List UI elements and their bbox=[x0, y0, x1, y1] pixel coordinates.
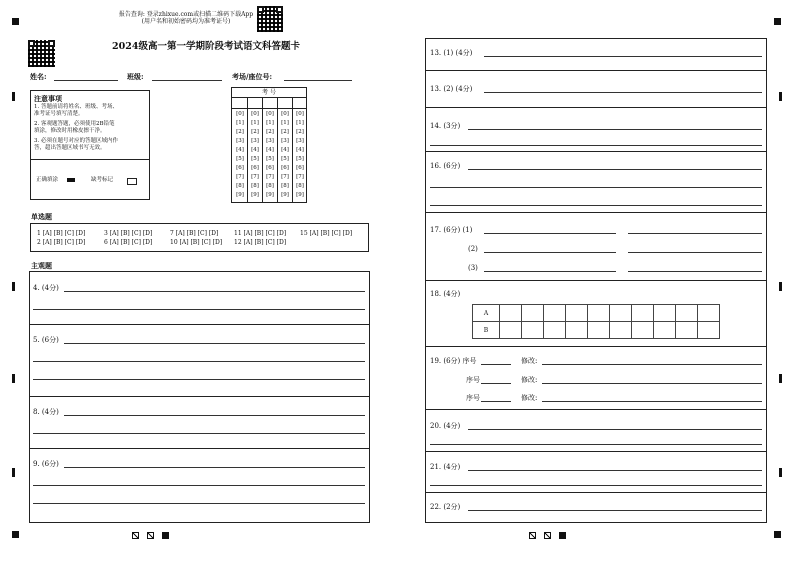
answer-line[interactable] bbox=[484, 233, 616, 234]
section-divider bbox=[30, 396, 369, 397]
question-22-label: 22. (2分) bbox=[430, 503, 461, 511]
notice-item: 2. 客观题答题，必须使用2B铅笔填涂，修改时用橡皮擦干净。 bbox=[34, 121, 115, 134]
answer-line[interactable] bbox=[484, 271, 616, 272]
exam-digit-bubble[interactable]: [5] bbox=[281, 156, 289, 162]
grid-cell[interactable] bbox=[654, 305, 676, 322]
grid-column-divider bbox=[247, 97, 248, 202]
question-8-label: 8. (4分) bbox=[33, 408, 59, 416]
answer-line[interactable] bbox=[64, 415, 365, 416]
exam-digit-bubble[interactable]: [4] bbox=[236, 147, 244, 153]
page-mark-icon bbox=[162, 532, 169, 539]
grid-cell[interactable] bbox=[500, 322, 522, 339]
exam-digit-bubble[interactable]: [9] bbox=[281, 192, 289, 198]
answer-line[interactable] bbox=[33, 379, 365, 380]
answer-line[interactable] bbox=[430, 187, 762, 188]
exam-digit-bubble[interactable]: [7] bbox=[251, 174, 259, 180]
exam-digit-bubble[interactable]: [7] bbox=[236, 174, 244, 180]
page-mark-icon bbox=[559, 532, 566, 539]
exam-digit-bubble[interactable]: [0] bbox=[236, 111, 244, 117]
mcq-item[interactable]: 7 [A] [B] [C] [D] bbox=[170, 230, 219, 237]
notice-item: 3. 必须在题号对应的答题区域内作答，超出答题区域书写无效。 bbox=[34, 138, 118, 151]
correct-fill-sample-icon bbox=[67, 178, 75, 182]
grid-column-divider bbox=[262, 97, 263, 202]
grid-cell[interactable] bbox=[544, 305, 566, 322]
question-5-label: 5. (6分) bbox=[33, 336, 59, 344]
revise-label: 修改: bbox=[521, 394, 538, 402]
exam-digit-bubble[interactable]: [2] bbox=[251, 129, 259, 135]
exam-number-grid bbox=[231, 87, 307, 203]
grid-cell[interactable] bbox=[632, 322, 654, 339]
grid-cell[interactable] bbox=[522, 305, 544, 322]
exam-digit-bubble[interactable]: [8] bbox=[281, 183, 289, 189]
question-21-label: 21. (4分) bbox=[430, 463, 461, 471]
side-mark-icon bbox=[12, 374, 15, 383]
exam-digit-bubble[interactable]: [9] bbox=[296, 192, 304, 198]
student-qr-code-icon bbox=[28, 40, 55, 67]
exam-digit-bubble[interactable]: [7] bbox=[266, 174, 274, 180]
grid-cell[interactable] bbox=[610, 305, 632, 322]
section-divider bbox=[426, 492, 766, 493]
exam-digit-bubble[interactable]: [3] bbox=[296, 138, 304, 144]
question-13-2-label: 13. (2) (4分) bbox=[430, 85, 473, 93]
notice-item: 1. 答题前请将姓名、班级、考场、准考证号填写清楚。 bbox=[34, 104, 118, 117]
exam-digit-bubble[interactable]: [0] bbox=[296, 111, 304, 117]
page-mark-icon bbox=[132, 532, 139, 539]
exam-digit-bubble[interactable]: [0] bbox=[266, 111, 274, 117]
notice-box bbox=[30, 90, 150, 200]
grid-cell[interactable] bbox=[566, 305, 588, 322]
qr-code-icon bbox=[257, 6, 283, 32]
side-mark-icon bbox=[12, 92, 15, 101]
exam-number-header: 考 号 bbox=[262, 89, 276, 96]
answer-line[interactable] bbox=[628, 233, 762, 234]
answer-line[interactable] bbox=[484, 252, 616, 253]
missing-mark-label: 缺考标记 bbox=[91, 177, 114, 183]
answer-line[interactable] bbox=[542, 364, 762, 365]
answer-line[interactable] bbox=[430, 444, 762, 445]
answer-line[interactable] bbox=[64, 467, 365, 468]
corner-mark-icon bbox=[774, 531, 781, 538]
exam-digit-bubble[interactable]: [4] bbox=[266, 147, 274, 153]
grid-cell[interactable] bbox=[522, 322, 544, 339]
answer-line[interactable] bbox=[628, 252, 762, 253]
exam-digit-bubble[interactable]: [3] bbox=[236, 138, 244, 144]
exam-digit-bubble[interactable]: [1] bbox=[266, 120, 274, 126]
exam-digit-bubble[interactable]: [3] bbox=[251, 138, 259, 144]
section-divider bbox=[426, 70, 766, 71]
notice-title: 注意事项 bbox=[34, 94, 62, 103]
exam-digit-bubble[interactable]: [0] bbox=[251, 111, 259, 117]
answer-line[interactable] bbox=[481, 383, 511, 384]
exam-digit-bubble[interactable]: [9] bbox=[236, 192, 244, 198]
answer-line[interactable] bbox=[33, 433, 365, 434]
mcq-item[interactable]: 12 [A] [B] [C] [D] bbox=[234, 239, 287, 246]
exam-digit-bubble[interactable]: [1] bbox=[236, 120, 244, 126]
exam-digit-bubble[interactable]: [5] bbox=[296, 156, 304, 162]
exam-digit-bubble[interactable]: [3] bbox=[266, 138, 274, 144]
answer-line[interactable] bbox=[484, 56, 762, 57]
seat-field[interactable] bbox=[284, 80, 352, 81]
report-notice-line2: (用户名和初始密码均为准考证号) bbox=[141, 18, 231, 25]
grid-column-divider bbox=[277, 97, 278, 202]
exam-digit-bubble[interactable]: [5] bbox=[236, 156, 244, 162]
grid-cell[interactable] bbox=[632, 305, 654, 322]
name-field[interactable] bbox=[54, 80, 118, 81]
question-18-grid bbox=[472, 304, 720, 339]
grid-cell[interactable] bbox=[610, 322, 632, 339]
exam-digit-bubble[interactable]: [9] bbox=[251, 192, 259, 198]
revise-label: 修改: bbox=[521, 357, 538, 365]
mcq-item[interactable]: 15 [A] [B] [C] [D] bbox=[300, 230, 353, 237]
grid-cell[interactable] bbox=[676, 305, 698, 322]
exam-digit-bubble[interactable]: [7] bbox=[296, 174, 304, 180]
class-label: 班级: bbox=[127, 72, 144, 81]
answer-line[interactable] bbox=[468, 169, 762, 170]
side-mark-icon bbox=[12, 468, 15, 477]
page-mark-icon bbox=[147, 532, 154, 539]
answer-line[interactable] bbox=[33, 503, 365, 504]
question-19-label: 19. (6分) 序号 bbox=[430, 357, 477, 365]
revise-label: 修改: bbox=[521, 376, 538, 384]
mcq-item[interactable]: 3 [A] [B] [C] [D] bbox=[104, 230, 153, 237]
page-title: 2024级高一第一学期阶段考试语文科答题卡 bbox=[112, 41, 300, 52]
question-9-label: 9. (6分) bbox=[33, 460, 59, 468]
exam-digit-bubble[interactable]: [8] bbox=[236, 183, 244, 189]
grid-cell[interactable] bbox=[544, 322, 566, 339]
mcq-item[interactable]: 11 [A] [B] [C] [D] bbox=[234, 230, 287, 237]
seq-label: 序号 bbox=[466, 376, 480, 384]
exam-digit-bubble[interactable]: [6] bbox=[236, 165, 244, 171]
exam-digit-bubble[interactable]: [8] bbox=[296, 183, 304, 189]
seat-label: 考场/座位号: bbox=[232, 72, 273, 81]
exam-digit-bubble[interactable]: [6] bbox=[296, 165, 304, 171]
mcq-item[interactable]: 2 [A] [B] [C] [D] bbox=[37, 239, 86, 246]
section-divider bbox=[30, 324, 369, 325]
answer-line[interactable] bbox=[481, 364, 511, 365]
grid-cell[interactable] bbox=[654, 322, 676, 339]
side-mark-icon bbox=[12, 282, 15, 291]
mcq-item[interactable]: 6 [A] [B] [C] [D] bbox=[104, 239, 153, 246]
side-mark-icon bbox=[779, 282, 782, 291]
answer-line[interactable] bbox=[481, 401, 511, 402]
exam-digit-bubble[interactable]: [4] bbox=[251, 147, 259, 153]
grid-row-label: A bbox=[473, 305, 500, 322]
grid-column-divider bbox=[292, 97, 293, 202]
grid-row-label: B bbox=[473, 322, 500, 339]
side-mark-icon bbox=[779, 92, 782, 101]
exam-digit-bubble[interactable]: [4] bbox=[296, 147, 304, 153]
exam-digit-bubble[interactable]: [1] bbox=[281, 120, 289, 126]
section-divider bbox=[426, 151, 766, 152]
exam-digit-bubble[interactable]: [2] bbox=[266, 129, 274, 135]
question-17-label: 17. (6分) (1) bbox=[430, 226, 473, 234]
exam-digit-bubble[interactable]: [6] bbox=[281, 165, 289, 171]
right-answer-panel bbox=[425, 38, 767, 523]
answer-line[interactable] bbox=[628, 271, 762, 272]
grid-divider bbox=[232, 108, 306, 109]
section-divider bbox=[30, 448, 369, 449]
exam-digit-bubble[interactable]: [5] bbox=[266, 156, 274, 162]
section-divider bbox=[426, 107, 766, 108]
correct-fill-label: 正确填涂 bbox=[36, 177, 59, 183]
exam-digit-bubble[interactable]: [2] bbox=[236, 129, 244, 135]
page-mark-icon bbox=[544, 532, 551, 539]
exam-digit-bubble[interactable]: [2] bbox=[296, 129, 304, 135]
exam-digit-bubble[interactable]: [1] bbox=[251, 120, 259, 126]
answer-line[interactable] bbox=[468, 429, 762, 430]
answer-line[interactable] bbox=[430, 145, 762, 146]
class-field[interactable] bbox=[152, 80, 222, 81]
grid-cell[interactable] bbox=[676, 322, 698, 339]
question-16-label: 16. (6分) bbox=[430, 162, 461, 170]
question-20-label: 20. (4分) bbox=[430, 422, 461, 430]
answer-line[interactable] bbox=[468, 510, 762, 511]
corner-mark-icon bbox=[774, 18, 781, 25]
section-divider bbox=[426, 451, 766, 452]
answer-line[interactable] bbox=[468, 129, 762, 130]
report-notice-line1: 报告查询: 登录zhixue.com或扫描二维码下载App bbox=[118, 11, 254, 18]
subjective-box bbox=[29, 271, 370, 523]
question-17-part-3-label: (3) bbox=[468, 264, 478, 272]
notice-divider bbox=[31, 159, 149, 160]
corner-mark-icon bbox=[12, 18, 19, 25]
question-13-1-label: 13. (1) (4分) bbox=[430, 49, 473, 57]
answer-line[interactable] bbox=[430, 205, 762, 206]
grid-cell[interactable] bbox=[588, 305, 610, 322]
exam-digit-bubble[interactable]: [4] bbox=[281, 147, 289, 153]
name-label: 姓名: bbox=[30, 72, 47, 81]
answer-line[interactable] bbox=[430, 485, 762, 486]
section-divider bbox=[426, 346, 766, 347]
mcq-item[interactable]: 1 [A] [B] [C] [D] bbox=[37, 230, 86, 237]
page-mark-icon bbox=[529, 532, 536, 539]
grid-row-b bbox=[473, 322, 720, 339]
question-4-label: 4. (4分) bbox=[33, 284, 59, 292]
grid-cell[interactable] bbox=[500, 305, 522, 322]
corner-mark-icon bbox=[12, 531, 19, 538]
grid-cell[interactable] bbox=[698, 322, 720, 339]
side-mark-icon bbox=[779, 374, 782, 383]
grid-row-a bbox=[473, 305, 720, 322]
side-mark-icon bbox=[779, 468, 782, 477]
answer-line[interactable] bbox=[33, 361, 365, 362]
seq-label: 序号 bbox=[466, 394, 480, 402]
question-17-part-2-label: (2) bbox=[468, 245, 478, 253]
exam-digit-bubble[interactable]: [8] bbox=[266, 183, 274, 189]
exam-digit-bubble[interactable]: [2] bbox=[281, 129, 289, 135]
grid-cell[interactable] bbox=[698, 305, 720, 322]
exam-digit-bubble[interactable]: [9] bbox=[266, 192, 274, 198]
single-choice-heading: 单选题 bbox=[31, 212, 52, 221]
question-14-label: 14. (3分) bbox=[430, 122, 461, 130]
answer-line[interactable] bbox=[484, 92, 762, 93]
answer-line[interactable] bbox=[542, 383, 762, 384]
section-divider bbox=[426, 212, 766, 213]
exam-digit-bubble[interactable]: [3] bbox=[281, 138, 289, 144]
question-18-label: 18. (4分) bbox=[430, 290, 461, 298]
subjective-heading: 主观题 bbox=[31, 261, 52, 270]
grid-cell[interactable] bbox=[588, 322, 610, 339]
answer-line[interactable] bbox=[64, 343, 365, 344]
exam-digit-bubble[interactable]: [6] bbox=[266, 165, 274, 171]
exam-digit-bubble[interactable]: [8] bbox=[251, 183, 259, 189]
exam-digit-bubble[interactable]: [6] bbox=[251, 165, 259, 171]
exam-digit-bubble[interactable]: [1] bbox=[296, 120, 304, 126]
answer-line[interactable] bbox=[64, 291, 365, 292]
grid-divider bbox=[232, 97, 306, 98]
answer-line[interactable] bbox=[468, 470, 762, 471]
mcq-box bbox=[30, 223, 369, 252]
exam-digit-bubble[interactable]: [0] bbox=[281, 111, 289, 117]
grid-cell[interactable] bbox=[566, 322, 588, 339]
answer-line[interactable] bbox=[33, 485, 365, 486]
answer-line[interactable] bbox=[542, 401, 762, 402]
answer-line[interactable] bbox=[33, 309, 365, 310]
section-divider bbox=[426, 409, 766, 410]
missing-mark-checkbox[interactable] bbox=[127, 178, 137, 185]
section-divider bbox=[426, 280, 766, 281]
exam-digit-bubble[interactable]: [5] bbox=[251, 156, 259, 162]
exam-digit-bubble[interactable]: [7] bbox=[281, 174, 289, 180]
mcq-item[interactable]: 10 [A] [B] [C] [D] bbox=[170, 239, 223, 246]
